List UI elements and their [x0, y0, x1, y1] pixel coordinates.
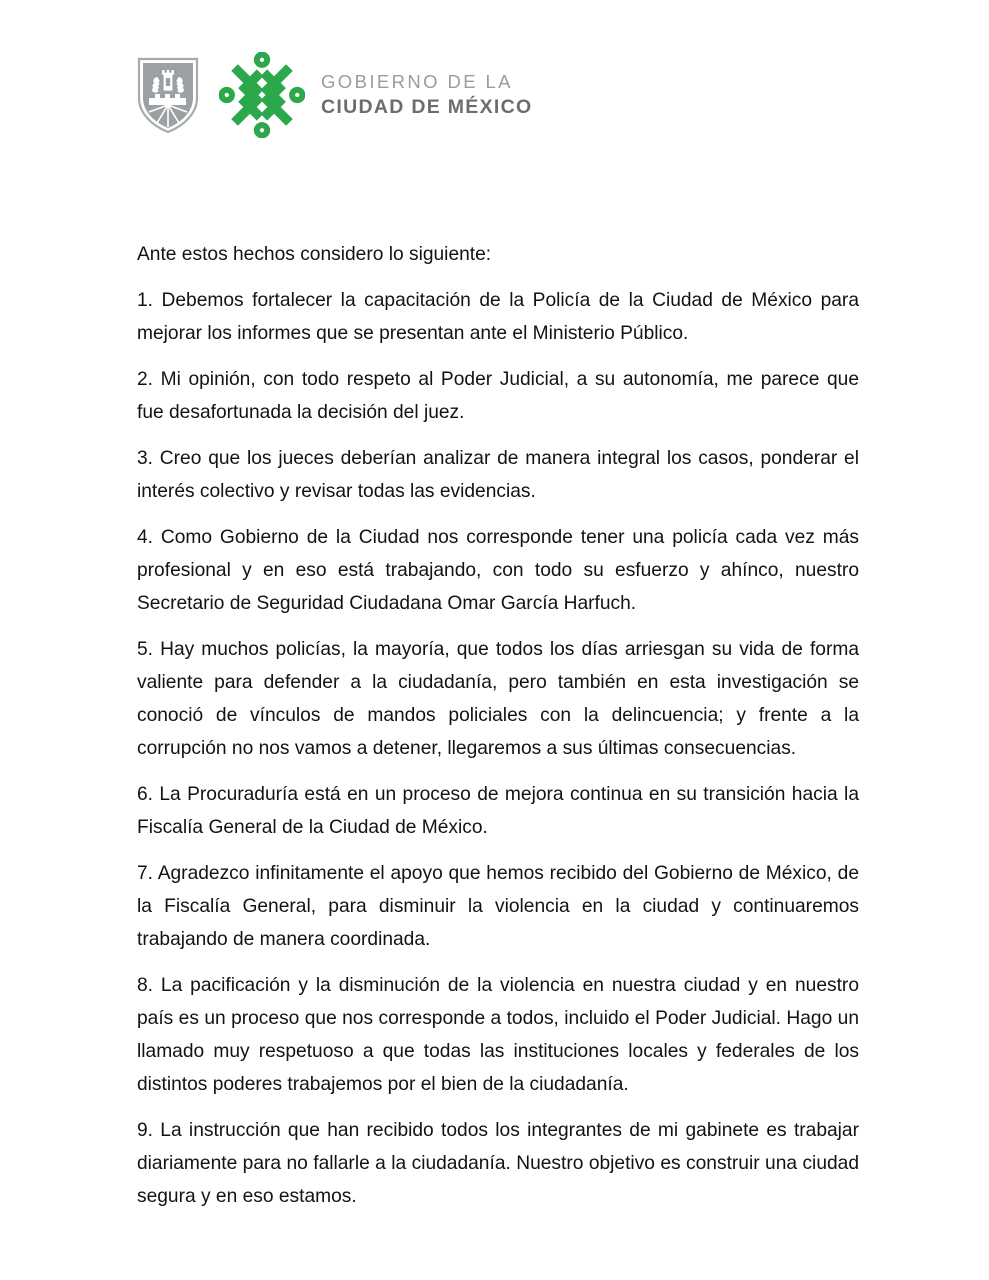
cdmx-interlocking-x-logo-icon [219, 52, 305, 138]
wordmark-line-gobierno: GOBIERNO DE LA [321, 70, 513, 92]
statement-item-6: 6. La Procuraduría está en un proceso de mejora continua en su transición hacia la Fiscalía General de la Ciudad de México. [137, 784, 859, 838]
cdmx-coat-of-arms-shield-icon [137, 56, 199, 134]
statement-item-5: 5. Hay muchos policías, la mayoría, que todos los días arriesgan su vida de forma valiente para defender a la ciudadanía, pero también en esta investigación se conoció de vínculos de mandos policiales con la delincuencia; y frente a la corrupción no nos vamos a detener, llegaremos a sus últimas consecuencias. [137, 639, 859, 759]
statement-item-2: 2. Mi opinión, con todo respeto al Poder Judicial, a su autonomía, me parece que fue desafortunada la decisión del juez. [137, 369, 859, 423]
intro-paragraph: Ante estos hechos considero lo siguiente: [137, 244, 492, 265]
wordmark-line-ciudad: CIUDAD DE MÉXICO [321, 96, 533, 118]
statement-item-3: 3. Creo que los jueces deberían analizar de manera integral los casos, ponderar el interés colectivo y revisar todas las evidencias. [137, 448, 859, 502]
letterhead [137, 52, 532, 138]
government-wordmark [321, 70, 533, 118]
statement-item-8: 8. La pacificación y la disminución de la violencia en nuestra ciudad y en nuestro país es un proceso que nos corresponde a todos, incluido el Poder Judicial. Hago un llamado muy respetuoso a que todas las instituciones locales y federales de los distintos poderes trabajemos por el bien de la ciudadanía. [137, 975, 859, 1095]
statement-item-1: 1. Debemos fortalecer la capacitación de la Policía de la Ciudad de México para mejorar los informes que se presentan ante el Ministerio Público. [137, 290, 859, 344]
statement-body [137, 238, 859, 1213]
statement-item-4: 4. Como Gobierno de la Ciudad nos corresponde tener una policía cada vez más profesional y en eso está trabajando, con todo su esfuerzo y ahínco, nuestro Secretario de Seguridad Ciudadana Omar García Harfuch. [137, 527, 859, 614]
statement-item-7: 7. Agradezco infinitamente el apoyo que hemos recibido del Gobierno de México, de la Fiscalía General, para disminuir la violencia en la ciudad y continuaremos trabajando de manera coordinada. [137, 863, 859, 950]
statement-item-9: 9. La instrucción que han recibido todos los integrantes de mi gabinete es trabajar diariamente para no fallarle a la ciudadanía. Nuestro objetivo es construir una ciudad segura y en eso estamos. [137, 1120, 859, 1207]
